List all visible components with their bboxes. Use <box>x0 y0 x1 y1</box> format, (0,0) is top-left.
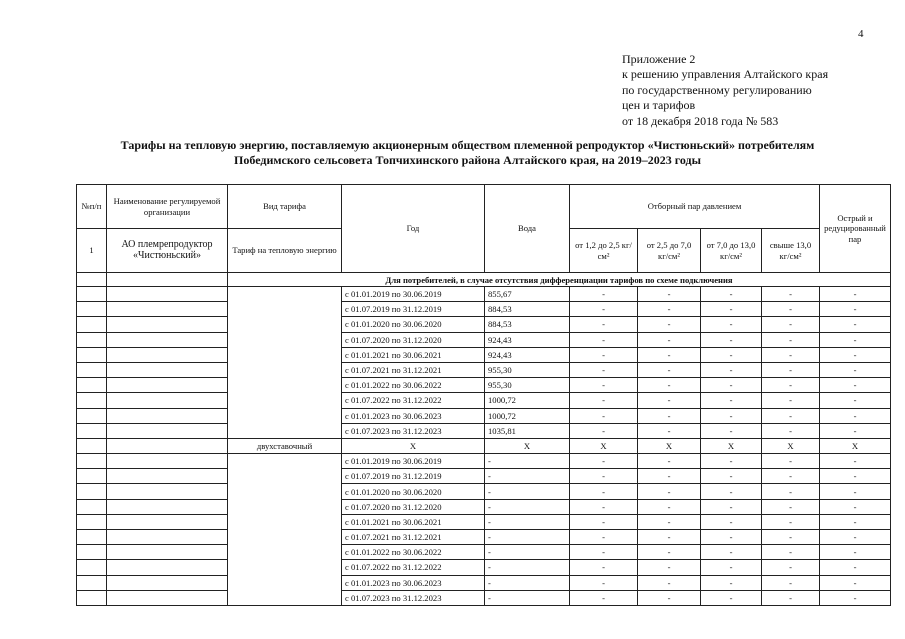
row-s4: - <box>762 484 820 499</box>
row-s1: - <box>570 408 638 423</box>
header-tariff-type: Вид тарифа <box>228 185 342 229</box>
row-s3: - <box>701 362 762 377</box>
row-s2: - <box>638 317 701 332</box>
row-period: с 01.01.2023 по 30.06.2023 <box>342 575 485 590</box>
header-steam-2: от 2,5 до 7,0 кг/см² <box>638 229 701 273</box>
row-s3: - <box>701 287 762 302</box>
row-s4: - <box>762 560 820 575</box>
two-part-marker: Х <box>570 438 638 453</box>
row-s1: - <box>570 545 638 560</box>
row-period: с 01.01.2022 по 30.06.2022 <box>342 378 485 393</box>
row-water: - <box>485 530 570 545</box>
row-period: с 01.01.2020 по 30.06.2020 <box>342 484 485 499</box>
row-s3: - <box>701 317 762 332</box>
row-s3: - <box>701 378 762 393</box>
row-water: - <box>485 514 570 529</box>
row-num-cell <box>77 332 107 347</box>
row-s2: - <box>638 530 701 545</box>
row-s2: - <box>638 560 701 575</box>
header-steam-3: от 7,0 до 13,0 кг/см² <box>701 229 762 273</box>
row-period: с 01.07.2020 по 31.12.2020 <box>342 332 485 347</box>
row-period: с 01.01.2021 по 30.06.2021 <box>342 347 485 362</box>
row-sharp: - <box>820 423 891 438</box>
table-row <box>77 545 891 560</box>
table-row <box>77 302 891 317</box>
row-water: 924,43 <box>485 332 570 347</box>
row-period: с 01.01.2023 по 30.06.2023 <box>342 408 485 423</box>
table-row <box>77 590 891 605</box>
row-period: с 01.07.2021 по 31.12.2021 <box>342 530 485 545</box>
appendix-line: Приложение 2 <box>622 52 696 66</box>
row-sharp: - <box>820 484 891 499</box>
row-s1: - <box>570 575 638 590</box>
row-period: с 01.07.2020 по 31.12.2020 <box>342 499 485 514</box>
row-s4: - <box>762 454 820 469</box>
two-part-marker: Х <box>762 438 820 453</box>
row-s1: - <box>570 499 638 514</box>
row-water: 1035,81 <box>485 423 570 438</box>
appendix-line: цен и тарифов <box>622 98 696 113</box>
table-row <box>77 408 891 423</box>
table-row <box>77 484 891 499</box>
two-part-marker: Х <box>701 438 762 453</box>
row-s4: - <box>762 545 820 560</box>
appendix-line: по государственному регулированию <box>622 82 812 97</box>
row-num-cell <box>77 514 107 529</box>
row-s1: - <box>570 530 638 545</box>
row-s2: - <box>638 499 701 514</box>
row-water: - <box>485 454 570 469</box>
row-s2: - <box>638 423 701 438</box>
row-sharp: - <box>820 499 891 514</box>
row-sharp: - <box>820 362 891 377</box>
row-org-cell <box>107 347 228 362</box>
row-s1: - <box>570 317 638 332</box>
table-row <box>77 499 891 514</box>
header-steam-4: свыше 13,0 кг/см² <box>762 229 820 273</box>
row-period: с 01.01.2022 по 30.06.2022 <box>342 545 485 560</box>
row-s4: - <box>762 347 820 362</box>
row-org-cell <box>107 317 228 332</box>
row-num-cell <box>77 484 107 499</box>
row-period: с 01.07.2023 по 31.12.2023 <box>342 590 485 605</box>
row-s1: - <box>570 332 638 347</box>
table-row <box>77 317 891 332</box>
row-s1: - <box>570 393 638 408</box>
row-water: - <box>485 560 570 575</box>
row-org-cell <box>107 575 228 590</box>
row-s3: - <box>701 302 762 317</box>
row-s4: - <box>762 590 820 605</box>
table-row <box>77 530 891 545</box>
row-water: - <box>485 590 570 605</box>
row-s1: - <box>570 484 638 499</box>
table-row <box>77 469 891 484</box>
row-s2: - <box>638 302 701 317</box>
row-s4: - <box>762 499 820 514</box>
header-year: Год <box>342 185 485 273</box>
row-water: - <box>485 469 570 484</box>
table-row <box>77 287 891 302</box>
two-part-marker: Х <box>638 438 701 453</box>
row-s1: - <box>570 362 638 377</box>
section-empty-org <box>107 273 228 287</box>
row-s4: - <box>762 332 820 347</box>
row-period: с 01.07.2022 по 31.12.2022 <box>342 393 485 408</box>
row-s3: - <box>701 514 762 529</box>
row-org-cell <box>107 423 228 438</box>
row-s2: - <box>638 408 701 423</box>
header-steam-1: от 1,2 до 2,5 кг/см² <box>570 229 638 273</box>
row-s4: - <box>762 575 820 590</box>
two-part-marker: Х <box>485 438 570 453</box>
title-line-2: Победимского сельсовета Топчихинского района Алтайского края, на 2019–2023 годы <box>234 153 701 167</box>
row-s2: - <box>638 287 701 302</box>
table-row <box>77 378 891 393</box>
row-tariff-type-cell <box>228 287 342 439</box>
row-s4: - <box>762 530 820 545</box>
row-sharp: - <box>820 560 891 575</box>
row-num-cell <box>77 438 107 453</box>
row-num-cell <box>77 362 107 377</box>
title-line-1: Тарифы на тепловую энергию, поставляемую акционерным обществом племенной репродуктор «Чистюньский» потребителям <box>120 138 815 152</box>
row-num-cell <box>77 423 107 438</box>
row-s4: - <box>762 362 820 377</box>
two-part-row <box>77 438 891 453</box>
row-s1: - <box>570 454 638 469</box>
row-period: с 01.07.2021 по 31.12.2021 <box>342 362 485 377</box>
row-org-cell <box>107 454 228 469</box>
row-s4: - <box>762 302 820 317</box>
row-org-cell <box>107 590 228 605</box>
row-s1: - <box>570 287 638 302</box>
row-period: с 01.01.2021 по 30.06.2021 <box>342 514 485 529</box>
row-num-cell <box>77 378 107 393</box>
row-water: - <box>485 545 570 560</box>
page-number: 4 <box>858 28 864 40</box>
header-sharp-steam: Острый и редуцированный пар <box>820 185 891 273</box>
row-num-cell <box>77 590 107 605</box>
row-org-cell <box>107 514 228 529</box>
tariff-table <box>76 184 891 606</box>
row-sharp: - <box>820 347 891 362</box>
row-water: 1000,72 <box>485 393 570 408</box>
row-s3: - <box>701 423 762 438</box>
row-s3: - <box>701 530 762 545</box>
row-s2: - <box>638 332 701 347</box>
row-s1: - <box>570 560 638 575</box>
appendix-line: к решению управления Алтайского края <box>622 67 829 82</box>
row-s4: - <box>762 514 820 529</box>
row-s1: - <box>570 378 638 393</box>
table-row <box>77 454 891 469</box>
row-water: 884,53 <box>485 317 570 332</box>
row-org-cell <box>107 469 228 484</box>
two-part-label: двухставочный <box>228 438 342 453</box>
row-sharp: - <box>820 514 891 529</box>
row-s4: - <box>762 469 820 484</box>
row-num-cell <box>77 408 107 423</box>
header-num: №п/п <box>77 185 107 229</box>
appendix-block <box>622 52 892 129</box>
row-sharp: - <box>820 408 891 423</box>
row-s2: - <box>638 484 701 499</box>
row-s3: - <box>701 469 762 484</box>
row-org-cell <box>107 499 228 514</box>
row-num-cell <box>77 545 107 560</box>
row-period: с 01.01.2019 по 30.06.2019 <box>342 454 485 469</box>
org-num: 1 <box>77 229 107 273</box>
row-period: с 01.07.2019 по 31.12.2019 <box>342 302 485 317</box>
table-row <box>77 332 891 347</box>
row-water: 955,30 <box>485 378 570 393</box>
row-org-cell <box>107 438 228 453</box>
row-num-cell <box>77 575 107 590</box>
row-org-cell <box>107 378 228 393</box>
row-org-cell <box>107 332 228 347</box>
table-row <box>77 514 891 529</box>
org-tariff: Тариф на тепловую энергию <box>228 229 342 273</box>
row-water: 1000,72 <box>485 408 570 423</box>
row-num-cell <box>77 287 107 302</box>
row-s2: - <box>638 469 701 484</box>
row-s2: - <box>638 454 701 469</box>
row-s4: - <box>762 317 820 332</box>
row-period: с 01.07.2019 по 31.12.2019 <box>342 469 485 484</box>
appendix-line: от 18 декабря 2018 года № 583 <box>622 113 779 128</box>
row-period: с 01.01.2020 по 30.06.2020 <box>342 317 485 332</box>
table-row <box>77 560 891 575</box>
row-num-cell <box>77 469 107 484</box>
row-org-cell <box>107 302 228 317</box>
row-s4: - <box>762 287 820 302</box>
row-sharp: - <box>820 287 891 302</box>
row-s1: - <box>570 514 638 529</box>
header-steam-group: Отборный пар давлением <box>570 185 820 229</box>
row-s1: - <box>570 423 638 438</box>
row-sharp: - <box>820 530 891 545</box>
row-num-cell <box>77 499 107 514</box>
row-num-cell <box>77 530 107 545</box>
row-period: с 01.07.2022 по 31.12.2022 <box>342 560 485 575</box>
row-water: 955,30 <box>485 362 570 377</box>
row-tariff-type-cell <box>228 454 342 606</box>
two-part-marker: Х <box>342 438 485 453</box>
row-s2: - <box>638 347 701 362</box>
row-water: 924,43 <box>485 347 570 362</box>
section-label: Для потребителей, в случае отсутствия дифференциации тарифов по схеме подключения <box>228 273 891 287</box>
row-sharp: - <box>820 302 891 317</box>
two-part-marker: Х <box>820 438 891 453</box>
row-s2: - <box>638 545 701 560</box>
row-num-cell <box>77 560 107 575</box>
row-water: - <box>485 575 570 590</box>
header-water: Вода <box>485 185 570 273</box>
row-s4: - <box>762 408 820 423</box>
header-org: Наименование регулируемой организации <box>107 185 228 229</box>
row-org-cell <box>107 484 228 499</box>
table-row <box>77 575 891 590</box>
row-water: - <box>485 499 570 514</box>
row-s2: - <box>638 575 701 590</box>
row-s3: - <box>701 575 762 590</box>
row-s3: - <box>701 590 762 605</box>
row-org-cell <box>107 545 228 560</box>
table-row <box>77 393 891 408</box>
row-sharp: - <box>820 378 891 393</box>
row-s2: - <box>638 362 701 377</box>
row-sharp: - <box>820 575 891 590</box>
row-s3: - <box>701 499 762 514</box>
document-title <box>60 138 875 168</box>
row-s2: - <box>638 378 701 393</box>
row-sharp: - <box>820 393 891 408</box>
row-org-cell <box>107 287 228 302</box>
row-water: 884,53 <box>485 302 570 317</box>
row-sharp: - <box>820 454 891 469</box>
row-s3: - <box>701 332 762 347</box>
row-sharp: - <box>820 545 891 560</box>
section-empty-num <box>77 273 107 287</box>
row-org-cell <box>107 530 228 545</box>
row-org-cell <box>107 393 228 408</box>
row-num-cell <box>77 454 107 469</box>
row-num-cell <box>77 393 107 408</box>
row-sharp: - <box>820 469 891 484</box>
table-row <box>77 362 891 377</box>
row-s2: - <box>638 393 701 408</box>
row-s3: - <box>701 347 762 362</box>
row-period: с 01.07.2023 по 31.12.2023 <box>342 423 485 438</box>
table-row <box>77 347 891 362</box>
row-num-cell <box>77 347 107 362</box>
row-s3: - <box>701 393 762 408</box>
row-num-cell <box>77 317 107 332</box>
row-s1: - <box>570 347 638 362</box>
row-org-cell <box>107 408 228 423</box>
row-num-cell <box>77 302 107 317</box>
row-s1: - <box>570 469 638 484</box>
row-org-cell <box>107 362 228 377</box>
table-row <box>77 423 891 438</box>
row-s3: - <box>701 560 762 575</box>
row-sharp: - <box>820 332 891 347</box>
row-water: 855,67 <box>485 287 570 302</box>
row-s4: - <box>762 423 820 438</box>
row-s3: - <box>701 408 762 423</box>
row-s2: - <box>638 590 701 605</box>
row-s3: - <box>701 545 762 560</box>
row-s4: - <box>762 393 820 408</box>
row-s1: - <box>570 590 638 605</box>
row-sharp: - <box>820 317 891 332</box>
row-water: - <box>485 484 570 499</box>
row-org-cell <box>107 560 228 575</box>
row-s2: - <box>638 514 701 529</box>
row-s4: - <box>762 378 820 393</box>
row-period: с 01.01.2019 по 30.06.2019 <box>342 287 485 302</box>
row-s3: - <box>701 454 762 469</box>
row-sharp: - <box>820 590 891 605</box>
row-s1: - <box>570 302 638 317</box>
org-name: АО племрепродуктор «Чистюньский» <box>107 229 228 273</box>
row-s3: - <box>701 484 762 499</box>
